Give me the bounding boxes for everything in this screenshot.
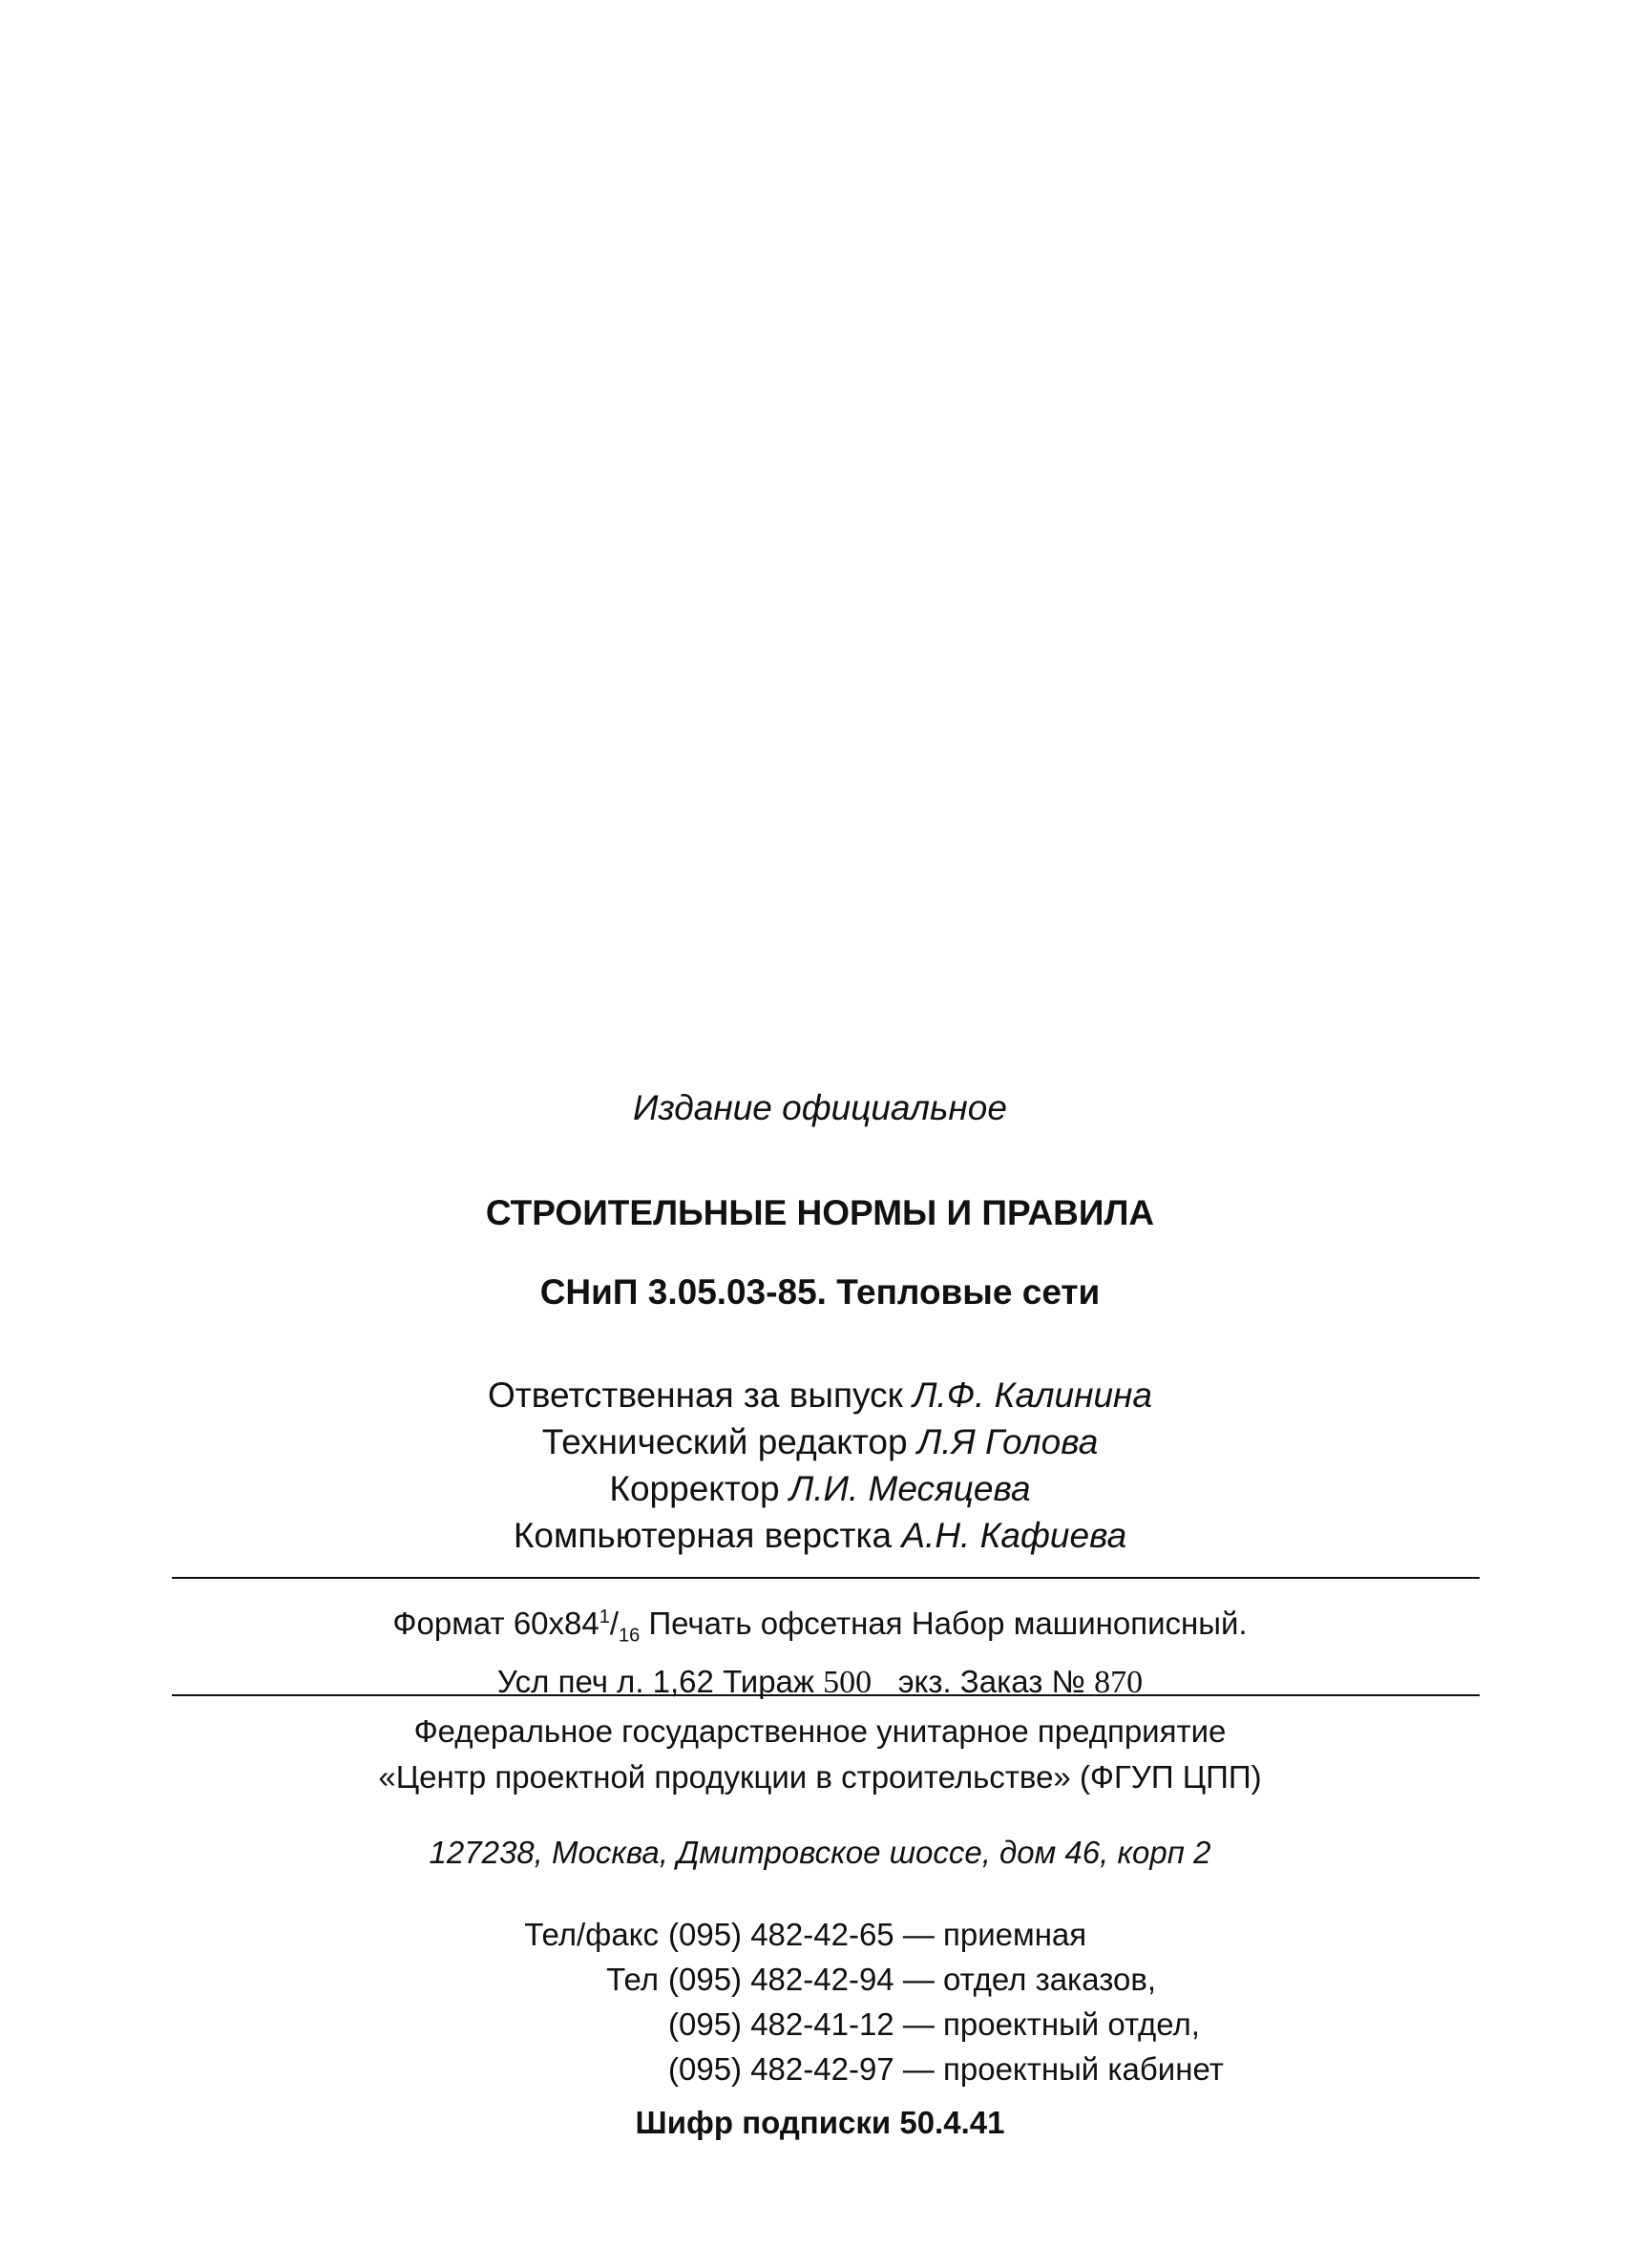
divider-top xyxy=(172,1577,1480,1579)
credit-role: Технический редактор xyxy=(541,1422,908,1461)
credit-role: Корректор xyxy=(609,1469,780,1508)
format-sub: 16 xyxy=(619,1625,641,1647)
contact-label: Тел xyxy=(606,1962,659,1997)
format-sup: 1 xyxy=(599,1606,610,1628)
contact-row xyxy=(492,2047,1224,2091)
publisher-line: «Центр проектной продукции в строительстве» (ФГУП ЦПП) xyxy=(378,1759,1262,1795)
print-type: Печать офсетная xyxy=(648,1606,903,1641)
format-value: $60x84^1/_{16}$ xyxy=(513,1606,641,1647)
contact-value: (095) 482-42-65 — приемная xyxy=(668,1917,1087,1952)
publisher-address: 127238, Москва, Дмитровское шоссе, дом 46, корп 2 xyxy=(429,1835,1211,1870)
credit-name: А.Н. Кафиева xyxy=(901,1516,1127,1555)
credit-line xyxy=(0,1372,1640,1418)
subscription-cipher: Шифр подписки 50.4.41 xyxy=(635,2105,1005,2140)
run-value: 500 xyxy=(823,1664,873,1700)
run-label: Тираж xyxy=(723,1663,814,1699)
format-line xyxy=(0,1594,1640,1659)
sheets-value: Усл печ л. 1,62 xyxy=(496,1663,714,1699)
publisher-line: Федеральное государственное унитарное предприятие xyxy=(413,1713,1227,1749)
contact-row xyxy=(492,1957,1224,2002)
format-main: 60x84 xyxy=(513,1606,599,1641)
credit-name: Л.Я Голова xyxy=(916,1422,1099,1461)
contact-label: Тел/факс xyxy=(524,1917,659,1952)
credit-line xyxy=(0,1418,1640,1465)
credit-name: Л.И. Месяцева xyxy=(788,1469,1031,1508)
typeset-type: Набор машинописный. xyxy=(911,1606,1248,1641)
contact-row xyxy=(492,2002,1224,2047)
edition-label: Издание официальное xyxy=(633,1088,1007,1127)
document-subtitle: СНиП 3.05.03-85. Тепловые сети xyxy=(539,1272,1101,1312)
contact-value: (095) 482-42-97 — проектный кабинет xyxy=(668,2051,1224,2087)
format-label: Формат xyxy=(392,1606,505,1641)
run-line xyxy=(0,1659,1640,1706)
contact-value: (095) 482-41-12 — проектный отдел, xyxy=(668,2006,1200,2042)
imprint-details xyxy=(0,1594,1640,1706)
contact-row xyxy=(492,1912,1224,1957)
credits-list xyxy=(0,1372,1640,1559)
credit-role: Компьютерная верстка xyxy=(513,1516,893,1555)
credit-line xyxy=(0,1512,1640,1559)
contacts-list xyxy=(492,1912,1224,2091)
contact-value: (095) 482-42-94 — отдел заказов, xyxy=(668,1962,1157,1997)
divider-bottom xyxy=(172,1694,1480,1696)
contact-label xyxy=(492,2002,668,2047)
publisher-name xyxy=(0,1709,1640,1800)
order-label: экз. Заказ № xyxy=(897,1663,1085,1699)
credit-role: Ответственная за выпуск xyxy=(488,1376,903,1415)
contact-label xyxy=(492,2047,668,2091)
credit-name: Л.Ф. Калинина xyxy=(913,1376,1152,1415)
document-title: СТРОИТЕЛЬНЫЕ НОРМЫ И ПРАВИЛА xyxy=(485,1193,1155,1232)
credit-line xyxy=(0,1465,1640,1512)
order-value: 870 xyxy=(1094,1664,1144,1700)
